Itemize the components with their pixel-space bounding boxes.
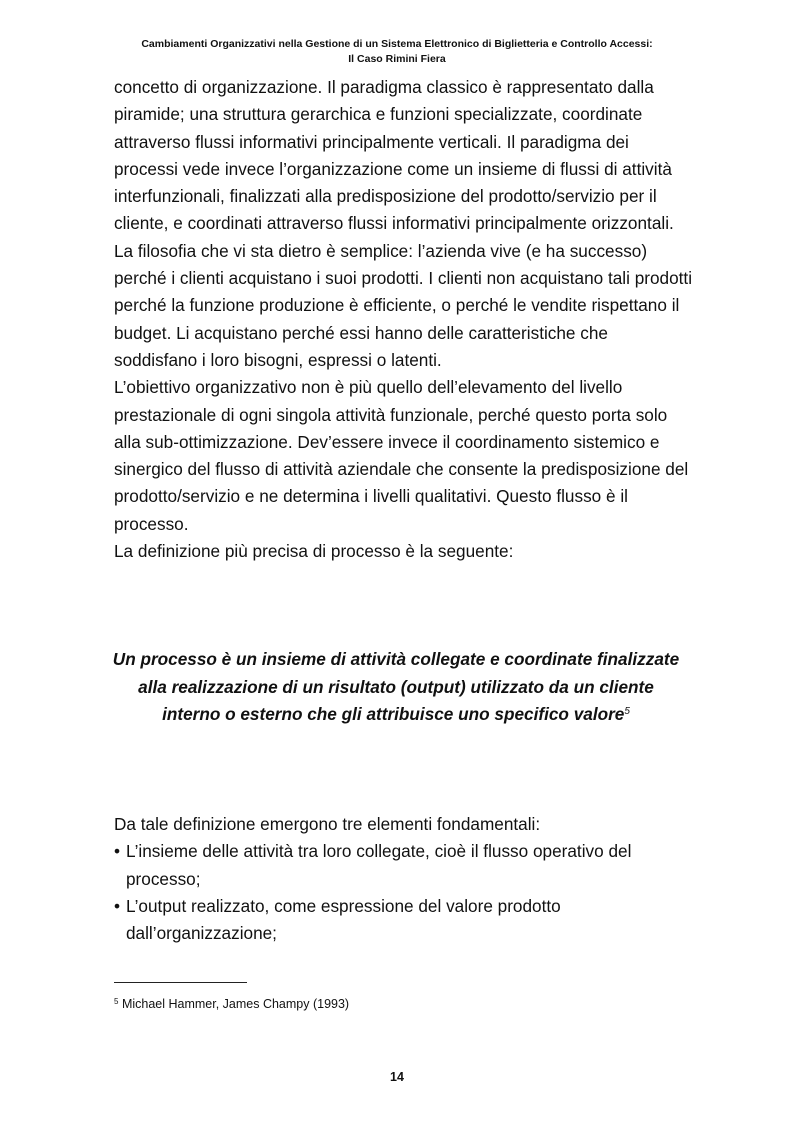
footnote [114,996,349,1012]
bullet-marker: • [114,895,121,916]
elements-list [114,838,694,947]
quote-text: Un processo è un insieme di attività collegate e coordinate finalizzate alla realizzazione di un risultato (output) utilizzato da un cliente interno o esterno che gli attribuisce uno specifico valore [112,649,680,724]
header-title-line: Cambiamenti Organizzativi nella Gestione di un Sistema Elettronico di Biglietteria e Controllo Accessi: [141,38,653,50]
header-subtitle-line: Il Caso Rimini Fiera [348,53,446,65]
paragraph: concetto di organizzazione. Il paradigma classico è rappresentato dalla piramide; una struttura gerarchica e funzioni specializzate, coordinate attraverso flussi informativi principalmente verticali. Il paradigma dei processi vede invece l’organizzazione come un insieme di flussi di attività interfunzionali, finalizzati alla predisposizione del prodotto/servizio per il cliente, e coordinati attraverso flussi informativi principalmente orizzontali. [114,77,674,234]
footnote-reference[interactable]: 5 [624,706,630,717]
page-number: 14 [390,1070,404,1084]
footnote-number: 5 [114,997,119,1006]
paragraph: La definizione più precisa di processo è la seguente: [114,541,514,562]
bullet-marker: • [114,841,121,862]
list-item [114,838,694,893]
list-item-text: L’output realizzato, come espressione del valore prodotto dall’organizzazione; [126,895,561,944]
body-text [114,74,694,565]
elements-section [114,811,694,947]
process-definition-quote [110,646,682,729]
footnote-separator [114,982,247,983]
footnote-text: Michael Hammer, James Champy (1993) [121,997,350,1011]
list-item-text: L’insieme delle attività tra loro collegate, cioè il flusso operativo del processo; [126,841,632,889]
running-header [0,37,794,67]
list-item [114,893,694,948]
paragraph: La filosofia che vi sta dietro è semplice: l’azienda vive (e ha successo) perché i clienti acquistano i suoi prodotti. I clienti non acquistano tali prodotti perché la funzione produzione è efficiente, o perché le vendite rispettano il budget. Li acquistano perché essi hanno delle caratteristiche che soddisfano i loro bisogni, espressi o latenti. [114,240,693,370]
paragraph: L’obiettivo organizzativo non è più quello dell’elevamento del livello prestazionale di ogni singola attività funzionale, perché questo porta solo alla sub-ottimizzazione. Dev’essere invece il coordinamento sistemico e sinergico del flusso di attività aziendale che consente la predisposizione del prodotto/servizio e ne determina i livelli qualitativi. Questo flusso è il processo. [114,377,689,534]
elements-intro: Da tale definizione emergono tre elementi fondamentali: [114,814,541,834]
